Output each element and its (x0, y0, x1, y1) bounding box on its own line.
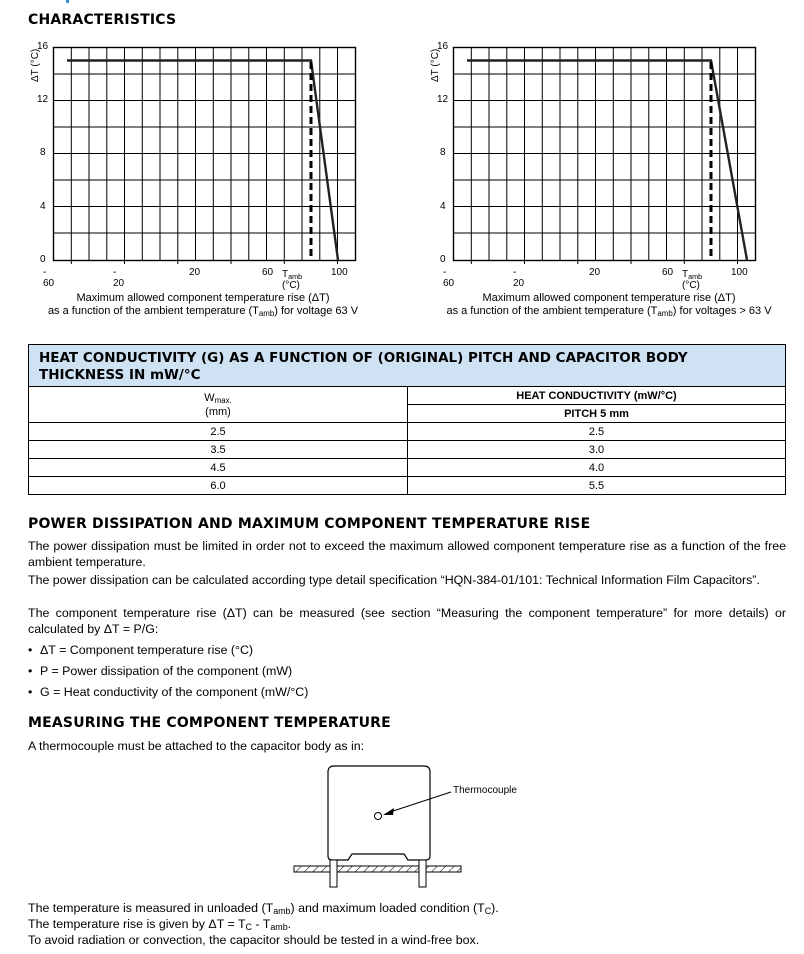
chart-over-63v-plot (400, 0, 804, 300)
table-row (29, 441, 786, 459)
chart-over-63v-xlabel: $T_{amb}$ (°C) (682, 269, 703, 291)
chart-63v-xlabel: $T_{amb}$ (°C) (282, 269, 303, 291)
table-row (29, 459, 786, 477)
x-tick: 100 (731, 267, 748, 278)
cell-g: 4.0 (408, 459, 786, 477)
cell-g: 2.5 (408, 423, 786, 441)
thermocouple-diagram (280, 760, 480, 890)
y-tick: 4 (440, 201, 446, 212)
table-row (29, 423, 786, 441)
col-header-wmax: $W_{max.}$ (mm) (29, 387, 408, 423)
cell-wmax: 2.5 (29, 423, 408, 441)
y-tick: 12 (437, 94, 449, 105)
power-paragraph-2: The power dissipation can be calculated according type detail specification “HQN-384-01/101: Technical Information Film Capacitors”. (28, 573, 760, 587)
x-tick: 20 (189, 267, 201, 278)
characteristics-heading: CHARACTERISTICS (28, 12, 177, 28)
y-tick: 8 (440, 147, 446, 158)
power-dissipation-heading: POWER DISSIPATION AND MAXIMUM COMPONENT TEMPERATURE RISE (28, 516, 591, 532)
x-tick: - 60 (443, 267, 455, 289)
power-paragraph-1: The power dissipation must be limited in order not to exceed the maximum allowed component temperature rise as a function of the free ambient temperature. (28, 539, 786, 569)
cell-g: 3.0 (408, 441, 786, 459)
chart-over-63v-ylabel: ΔT (°C) (430, 48, 441, 82)
cell-wmax: 3.5 (29, 441, 408, 459)
x-tick: - 20 (113, 267, 125, 289)
y-tick: 4 (40, 201, 46, 212)
y-tick: 8 (40, 147, 46, 158)
y-tick: 16 (37, 41, 49, 52)
measuring-heading: MEASURING THE COMPONENT TEMPERATURE (28, 715, 391, 731)
x-tick: - 20 (513, 267, 525, 289)
cell-wmax: 6.0 (29, 477, 408, 495)
chart-63v-caption: Maximum allowed component temperature rise (ΔT) as a function of the ambient temperature $(T_{amb})$ for voltage 63 V (47, 292, 359, 318)
y-tick: 16 (437, 41, 449, 52)
measuring-line-3: To avoid radiation or convection, the capacitor should be tested in a wind-free box. (28, 933, 480, 947)
y-tick: 0 (40, 254, 46, 265)
y-tick: 12 (37, 94, 49, 105)
x-tick: 20 (589, 267, 601, 278)
chart-63v-plot (0, 0, 400, 300)
table-row (29, 477, 786, 495)
heat-conductivity-table (28, 344, 786, 495)
table-title: HEAT CONDUCTIVITY (G) AS A FUNCTION OF (ORIGINAL) PITCH AND CAPACITOR BODY THICKNESS IN mW/°C (29, 345, 786, 387)
x-tick: 100 (331, 267, 348, 278)
x-tick: 60 (262, 267, 274, 278)
y-tick: 0 (440, 254, 446, 265)
measuring-intro: A thermocouple must be attached to the capacitor body as in: (28, 739, 365, 753)
thermocouple-point (375, 813, 382, 820)
thermocouple-label: Thermocouple (453, 785, 517, 796)
measuring-line-1: The temperature is measured in unloaded $(T_{amb})$ and maximum loaded condition $(T_C)$. (28, 901, 499, 916)
cell-wmax: 4.5 (29, 459, 408, 477)
x-tick: - 60 (43, 267, 55, 289)
chart-over-63v-caption: Maximum allowed component temperature rise (ΔT) as a function of the ambient temperature $(T_{amb})$ for voltages > 63 V (446, 292, 772, 318)
lead-right (419, 860, 426, 887)
pcb-board (294, 866, 461, 872)
col-subheader-pitch: PITCH 5 mm (408, 405, 786, 423)
bullet-item: • ΔT = Component temperature rise (°C) (28, 643, 254, 657)
lead-left (330, 860, 337, 887)
power-paragraph-3: The component temperature rise (ΔT) can be measured (see section “Measuring the component temperature” for more details) or calculated by ΔT = P/G: (28, 606, 786, 636)
bullet-item: • P = Power dissipation of the component (mW) (28, 664, 293, 678)
bullet-item: • G = Heat conductivity of the component (mW/°C) (28, 685, 309, 699)
cell-g: 5.5 (408, 477, 786, 495)
col-header-heat-conductivity: HEAT CONDUCTIVITY (mW/°C) (408, 387, 786, 405)
x-tick: 60 (662, 267, 674, 278)
measuring-line-2: The temperature rise is given by $\Delta T = T_C - T_{amb}$. (28, 917, 292, 932)
chart-63v-ylabel: ΔT (°C) (30, 48, 41, 82)
